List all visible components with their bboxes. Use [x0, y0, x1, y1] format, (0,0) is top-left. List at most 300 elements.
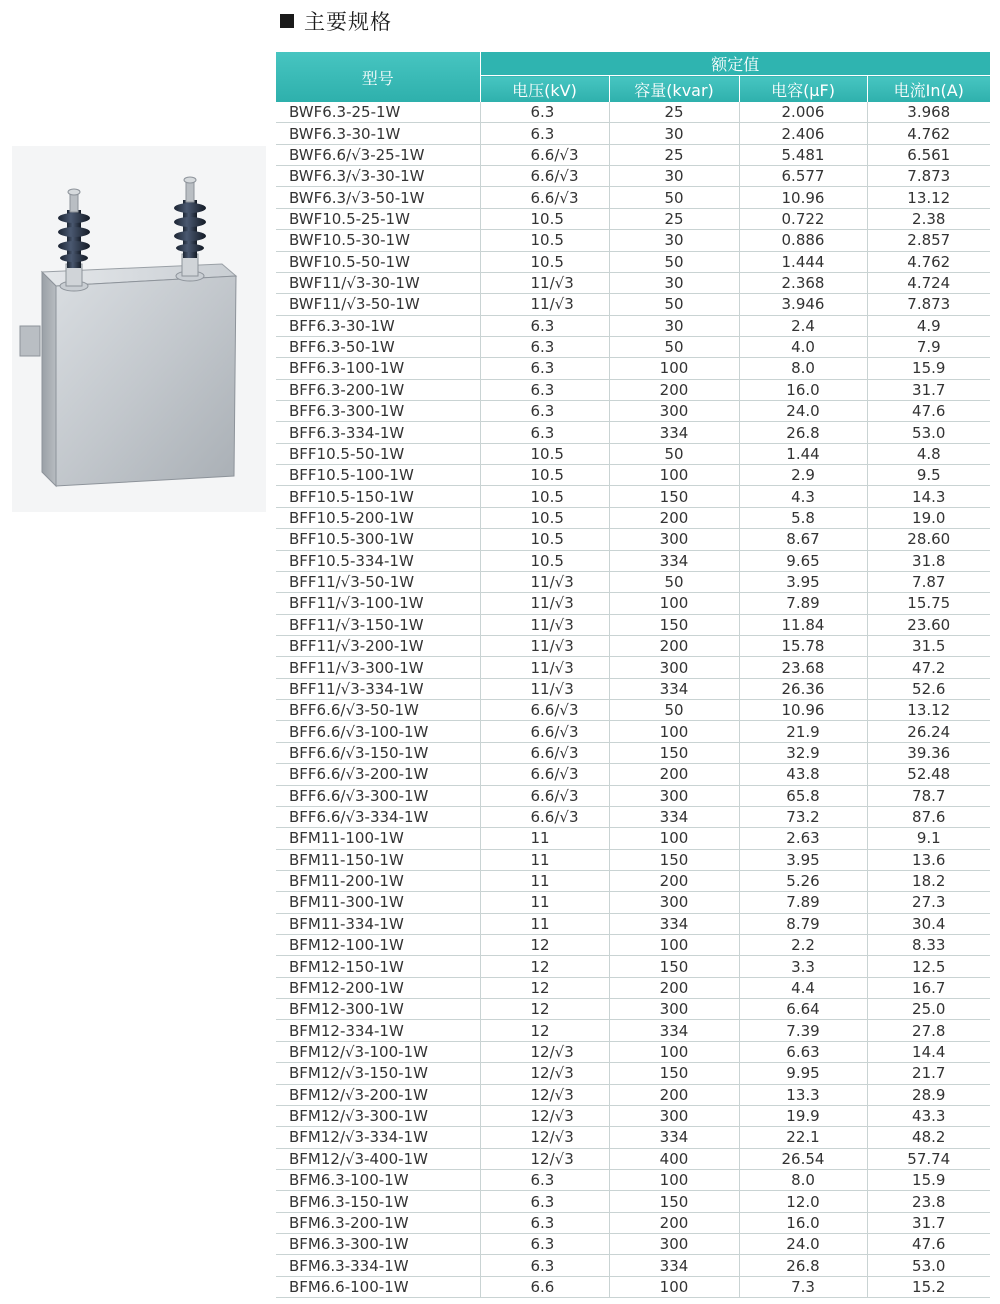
cell-current: 4.762: [867, 123, 990, 144]
cell-voltage: 6.3: [480, 102, 609, 123]
cell-current: 28.60: [867, 529, 990, 550]
cell-current: 53.0: [867, 422, 990, 443]
cell-capacity: 50: [609, 336, 739, 357]
cell-voltage: 12/√3: [480, 1127, 609, 1148]
cell-model: BFM6.3-150-1W: [276, 1191, 480, 1212]
cell-model: BFM6.3-300-1W: [276, 1234, 480, 1255]
cell-voltage: 11: [480, 870, 609, 891]
cell-model: BFF6.3-200-1W: [276, 379, 480, 400]
table-row: [276, 1191, 990, 1212]
cell-capacitance: 11.84: [739, 614, 867, 635]
table-row: [276, 806, 990, 827]
cell-capacitance: 8.0: [739, 1169, 867, 1190]
cell-capacitance: 5.26: [739, 870, 867, 891]
cell-voltage: 11/√3: [480, 635, 609, 656]
cell-voltage: 12/√3: [480, 1041, 609, 1062]
cell-current: 18.2: [867, 870, 990, 891]
cell-capacitance: 4.0: [739, 336, 867, 357]
cell-voltage: 10.5: [480, 251, 609, 272]
cell-capacitance: 2.368: [739, 272, 867, 293]
table-row: [276, 614, 990, 635]
cell-model: BFF6.3-300-1W: [276, 401, 480, 422]
cell-capacitance: 10.96: [739, 187, 867, 208]
cell-capacitance: 73.2: [739, 806, 867, 827]
cell-capacity: 100: [609, 465, 739, 486]
capacitor-illustration: [12, 146, 266, 512]
cell-capacitance: 26.8: [739, 422, 867, 443]
cell-capacitance: 21.9: [739, 721, 867, 742]
cell-capacitance: 2.4: [739, 315, 867, 336]
cell-current: 4.724: [867, 272, 990, 293]
cell-capacitance: 16.0: [739, 1212, 867, 1233]
cell-capacity: 25: [609, 208, 739, 229]
cell-model: BFM12-334-1W: [276, 1020, 480, 1041]
cell-voltage: 6.6/√3: [480, 700, 609, 721]
cell-voltage: 10.5: [480, 443, 609, 464]
table-row: [276, 272, 990, 293]
table-row: [276, 1041, 990, 1062]
table-row: [276, 657, 990, 678]
table-row: [276, 1169, 990, 1190]
cell-capacitance: 7.39: [739, 1020, 867, 1041]
cell-current: 9.1: [867, 828, 990, 849]
cell-capacitance: 9.65: [739, 550, 867, 571]
table-row: [276, 764, 990, 785]
cell-model: BFM12/√3-100-1W: [276, 1041, 480, 1062]
cell-current: 21.7: [867, 1063, 990, 1084]
cell-capacitance: 2.406: [739, 123, 867, 144]
cell-voltage: 12/√3: [480, 1084, 609, 1105]
table-row: [276, 935, 990, 956]
cell-capacity: 300: [609, 1234, 739, 1255]
cell-current: 31.8: [867, 550, 990, 571]
cell-current: 14.3: [867, 486, 990, 507]
table-row: [276, 1148, 990, 1169]
cell-model: BFM12-300-1W: [276, 999, 480, 1020]
table-row: [276, 401, 990, 422]
cell-current: 87.6: [867, 806, 990, 827]
capacitor-product-photo: [12, 146, 266, 512]
cell-capacity: 100: [609, 593, 739, 614]
cell-voltage: 11: [480, 892, 609, 913]
table-row: [276, 358, 990, 379]
cell-capacity: 100: [609, 1041, 739, 1062]
cell-current: 8.33: [867, 935, 990, 956]
cell-voltage: 6.3: [480, 401, 609, 422]
table-row: [276, 443, 990, 464]
cell-model: BWF6.3/√3-50-1W: [276, 187, 480, 208]
table-row: [276, 102, 990, 123]
cell-model: BFM6.3-200-1W: [276, 1212, 480, 1233]
cell-capacitance: 32.9: [739, 742, 867, 763]
cell-voltage: 11/√3: [480, 657, 609, 678]
cell-current: 4.762: [867, 251, 990, 272]
cell-capacity: 300: [609, 999, 739, 1020]
cell-capacitance: 26.54: [739, 1148, 867, 1169]
table-row: [276, 785, 990, 806]
cell-capacitance: 0.722: [739, 208, 867, 229]
table-row: [276, 230, 990, 251]
cell-capacity: 100: [609, 1169, 739, 1190]
cell-model: BFF11/√3-150-1W: [276, 614, 480, 635]
cell-voltage: 10.5: [480, 230, 609, 251]
cell-model: BFM11-200-1W: [276, 870, 480, 891]
cell-capacitance: 1.44: [739, 443, 867, 464]
cell-model: BFF11/√3-50-1W: [276, 571, 480, 592]
cell-model: BFF11/√3-100-1W: [276, 593, 480, 614]
cell-capacitance: 6.63: [739, 1041, 867, 1062]
cell-capacity: 334: [609, 913, 739, 934]
cell-capacity: 150: [609, 849, 739, 870]
cell-current: 31.5: [867, 635, 990, 656]
table-row: [276, 1105, 990, 1126]
cell-capacity: 100: [609, 721, 739, 742]
cell-capacity: 50: [609, 251, 739, 272]
cell-model: BFF6.3-334-1W: [276, 422, 480, 443]
cell-capacitance: 3.946: [739, 294, 867, 315]
cell-voltage: 10.5: [480, 208, 609, 229]
cell-model: BFF6.3-30-1W: [276, 315, 480, 336]
header-voltage: 电压(kV): [480, 76, 609, 103]
cell-model: BWF11/√3-50-1W: [276, 294, 480, 315]
cell-current: 4.9: [867, 315, 990, 336]
cell-capacitance: 2.63: [739, 828, 867, 849]
table-row: [276, 1084, 990, 1105]
cell-capacity: 300: [609, 401, 739, 422]
cell-capacity: 150: [609, 1063, 739, 1084]
table-row: [276, 529, 990, 550]
table-row: [276, 123, 990, 144]
cell-model: BFF10.5-50-1W: [276, 443, 480, 464]
cell-capacity: 50: [609, 700, 739, 721]
header-rated: 额定值: [480, 52, 990, 76]
cell-model: BFF6.6/√3-300-1W: [276, 785, 480, 806]
table-row: [276, 913, 990, 934]
cell-model: BFF6.6/√3-100-1W: [276, 721, 480, 742]
cell-capacitance: 9.95: [739, 1063, 867, 1084]
cell-current: 13.12: [867, 187, 990, 208]
cell-current: 23.8: [867, 1191, 990, 1212]
cell-capacity: 30: [609, 272, 739, 293]
cell-voltage: 10.5: [480, 529, 609, 550]
cell-voltage: 6.3: [480, 379, 609, 400]
cell-capacitance: 10.96: [739, 700, 867, 721]
cell-current: 47.6: [867, 401, 990, 422]
cell-capacitance: 26.8: [739, 1255, 867, 1276]
cell-current: 53.0: [867, 1255, 990, 1276]
cell-voltage: 11/√3: [480, 294, 609, 315]
cell-voltage: 11/√3: [480, 593, 609, 614]
cell-current: 26.24: [867, 721, 990, 742]
table-row: [276, 1276, 990, 1297]
cell-capacity: 150: [609, 486, 739, 507]
cell-model: BFM11-150-1W: [276, 849, 480, 870]
cell-voltage: 10.5: [480, 550, 609, 571]
table-row: [276, 208, 990, 229]
cell-model: BFF6.6/√3-150-1W: [276, 742, 480, 763]
cell-current: 47.6: [867, 1234, 990, 1255]
cell-model: BFF6.6/√3-200-1W: [276, 764, 480, 785]
header-capacitance: 电容(μF): [739, 76, 867, 103]
cell-model: BWF10.5-25-1W: [276, 208, 480, 229]
cell-capacitance: 19.9: [739, 1105, 867, 1126]
table-row: [276, 593, 990, 614]
cell-voltage: 10.5: [480, 465, 609, 486]
cell-current: 7.9: [867, 336, 990, 357]
table-row: [276, 187, 990, 208]
cell-capacity: 30: [609, 166, 739, 187]
cell-current: 78.7: [867, 785, 990, 806]
cell-capacitance: 4.4: [739, 977, 867, 998]
cell-current: 16.7: [867, 977, 990, 998]
header-model: 型号: [276, 52, 480, 102]
cell-model: BFF10.5-100-1W: [276, 465, 480, 486]
table-row: [276, 892, 990, 913]
table-row: [276, 678, 990, 699]
cell-capacity: 200: [609, 1212, 739, 1233]
cell-capacity: 150: [609, 1191, 739, 1212]
cell-current: 31.7: [867, 379, 990, 400]
cell-model: BFF11/√3-200-1W: [276, 635, 480, 656]
cell-voltage: 11: [480, 828, 609, 849]
cell-capacity: 334: [609, 1255, 739, 1276]
cell-capacity: 200: [609, 870, 739, 891]
cell-capacitance: 24.0: [739, 1234, 867, 1255]
cell-capacity: 150: [609, 614, 739, 635]
cell-voltage: 6.6/√3: [480, 144, 609, 165]
table-row: [276, 336, 990, 357]
cell-capacity: 50: [609, 443, 739, 464]
cell-model: BFM11-334-1W: [276, 913, 480, 934]
cell-voltage: 6.3: [480, 1255, 609, 1276]
cell-voltage: 6.6/√3: [480, 721, 609, 742]
cell-model: BFF11/√3-334-1W: [276, 678, 480, 699]
table-row: [276, 507, 990, 528]
cell-capacity: 334: [609, 806, 739, 827]
cell-capacity: 300: [609, 892, 739, 913]
table-row: [276, 999, 990, 1020]
cell-capacity: 30: [609, 230, 739, 251]
section-heading: [280, 6, 392, 36]
cell-model: BFM6.3-100-1W: [276, 1169, 480, 1190]
cell-capacity: 300: [609, 529, 739, 550]
table-row: [276, 742, 990, 763]
cell-capacity: 200: [609, 635, 739, 656]
cell-capacitance: 5.8: [739, 507, 867, 528]
table-row: [276, 294, 990, 315]
cell-capacity: 50: [609, 294, 739, 315]
table-row: [276, 1063, 990, 1084]
cell-model: BFM12-200-1W: [276, 977, 480, 998]
cell-current: 25.0: [867, 999, 990, 1020]
cell-current: 15.75: [867, 593, 990, 614]
cell-current: 27.8: [867, 1020, 990, 1041]
cell-capacitance: 6.577: [739, 166, 867, 187]
cell-capacity: 200: [609, 379, 739, 400]
cell-voltage: 12: [480, 1020, 609, 1041]
cell-voltage: 6.3: [480, 1169, 609, 1190]
cell-voltage: 11: [480, 849, 609, 870]
spec-table-body: [276, 102, 990, 1298]
cell-current: 39.36: [867, 742, 990, 763]
cell-current: 6.561: [867, 144, 990, 165]
cell-current: 7.873: [867, 294, 990, 315]
cell-capacitance: 12.0: [739, 1191, 867, 1212]
cell-capacitance: 0.886: [739, 230, 867, 251]
cell-model: BFM12-150-1W: [276, 956, 480, 977]
cell-current: 57.74: [867, 1148, 990, 1169]
cell-model: BFF6.3-100-1W: [276, 358, 480, 379]
cell-current: 3.968: [867, 102, 990, 123]
cell-current: 48.2: [867, 1127, 990, 1148]
cell-capacitance: 2.006: [739, 102, 867, 123]
cell-capacitance: 6.64: [739, 999, 867, 1020]
cell-voltage: 6.3: [480, 358, 609, 379]
cell-capacity: 50: [609, 187, 739, 208]
cell-capacitance: 3.3: [739, 956, 867, 977]
cell-model: BWF6.3-25-1W: [276, 102, 480, 123]
cell-model: BWF6.6/√3-25-1W: [276, 144, 480, 165]
cell-voltage: 11/√3: [480, 678, 609, 699]
cell-capacitance: 7.3: [739, 1276, 867, 1297]
cell-model: BFF10.5-334-1W: [276, 550, 480, 571]
cell-capacity: 334: [609, 422, 739, 443]
cell-voltage: 6.3: [480, 422, 609, 443]
cell-capacity: 30: [609, 123, 739, 144]
cell-capacity: 30: [609, 315, 739, 336]
table-row: [276, 144, 990, 165]
cell-capacitance: 23.68: [739, 657, 867, 678]
cell-capacity: 100: [609, 828, 739, 849]
cell-capacitance: 7.89: [739, 892, 867, 913]
cell-current: 2.38: [867, 208, 990, 229]
table-row: [276, 1212, 990, 1233]
cell-voltage: 10.5: [480, 486, 609, 507]
cell-current: 7.873: [867, 166, 990, 187]
cell-voltage: 11/√3: [480, 571, 609, 592]
cell-capacitance: 2.2: [739, 935, 867, 956]
cell-current: 19.0: [867, 507, 990, 528]
cell-voltage: 6.6/√3: [480, 166, 609, 187]
cell-voltage: 11/√3: [480, 614, 609, 635]
cell-capacity: 200: [609, 1084, 739, 1105]
section-title: 主要规格: [304, 10, 392, 34]
table-row: [276, 1255, 990, 1276]
cell-model: BWF6.3-30-1W: [276, 123, 480, 144]
cell-current: 13.12: [867, 700, 990, 721]
cell-capacitance: 4.3: [739, 486, 867, 507]
cell-capacity: 150: [609, 742, 739, 763]
cell-voltage: 11/√3: [480, 272, 609, 293]
cell-capacity: 100: [609, 935, 739, 956]
cell-model: BFM12-100-1W: [276, 935, 480, 956]
cell-capacitance: 16.0: [739, 379, 867, 400]
table-row: [276, 422, 990, 443]
cell-capacity: 334: [609, 550, 739, 571]
cell-capacitance: 3.95: [739, 571, 867, 592]
table-row: [276, 977, 990, 998]
cell-current: 28.9: [867, 1084, 990, 1105]
cell-model: BFM11-100-1W: [276, 828, 480, 849]
cell-model: BWF6.3/√3-30-1W: [276, 166, 480, 187]
cell-model: BWF11/√3-30-1W: [276, 272, 480, 293]
header-capacity: 容量(kvar): [609, 76, 739, 103]
cell-voltage: 6.6: [480, 1276, 609, 1297]
cell-current: 31.7: [867, 1212, 990, 1233]
table-row: [276, 1020, 990, 1041]
cell-voltage: 12: [480, 977, 609, 998]
cell-capacitance: 26.36: [739, 678, 867, 699]
table-row: [276, 870, 990, 891]
cell-capacitance: 7.89: [739, 593, 867, 614]
cell-capacitance: 65.8: [739, 785, 867, 806]
cell-voltage: 10.5: [480, 507, 609, 528]
cell-current: 47.2: [867, 657, 990, 678]
table-row: [276, 1127, 990, 1148]
cell-capacity: 300: [609, 785, 739, 806]
cell-capacity: 200: [609, 764, 739, 785]
cell-model: BFM12/√3-334-1W: [276, 1127, 480, 1148]
table-row: [276, 379, 990, 400]
cell-model: BFM6.3-334-1W: [276, 1255, 480, 1276]
cell-model: BFF11/√3-300-1W: [276, 657, 480, 678]
cell-model: BFM12/√3-300-1W: [276, 1105, 480, 1126]
cell-current: 23.60: [867, 614, 990, 635]
cell-current: 13.6: [867, 849, 990, 870]
cell-model: BFM11-300-1W: [276, 892, 480, 913]
table-row: [276, 828, 990, 849]
cell-voltage: 12/√3: [480, 1063, 609, 1084]
cell-capacity: 25: [609, 144, 739, 165]
cell-model: BWF10.5-30-1W: [276, 230, 480, 251]
table-row: [276, 849, 990, 870]
cell-capacitance: 8.0: [739, 358, 867, 379]
cell-capacitance: 1.444: [739, 251, 867, 272]
cell-capacity: 150: [609, 956, 739, 977]
cell-voltage: 6.3: [480, 1212, 609, 1233]
cell-capacitance: 24.0: [739, 401, 867, 422]
cell-capacity: 25: [609, 102, 739, 123]
table-row: [276, 251, 990, 272]
table-row: [276, 721, 990, 742]
cell-voltage: 12/√3: [480, 1105, 609, 1126]
cell-voltage: 6.6/√3: [480, 806, 609, 827]
cell-model: BWF10.5-50-1W: [276, 251, 480, 272]
cell-capacity: 300: [609, 657, 739, 678]
table-row: [276, 635, 990, 656]
cell-capacity: 100: [609, 1276, 739, 1297]
cell-capacitance: 43.8: [739, 764, 867, 785]
table-row: [276, 486, 990, 507]
cell-capacity: 50: [609, 571, 739, 592]
cell-capacity: 334: [609, 678, 739, 699]
cell-current: 12.5: [867, 956, 990, 977]
cell-current: 15.9: [867, 358, 990, 379]
table-row: [276, 700, 990, 721]
cell-model: BFF10.5-300-1W: [276, 529, 480, 550]
table-row: [276, 1234, 990, 1255]
cell-voltage: 6.6/√3: [480, 785, 609, 806]
table-row: [276, 571, 990, 592]
cell-current: 2.857: [867, 230, 990, 251]
cell-current: 4.8: [867, 443, 990, 464]
cell-capacitance: 22.1: [739, 1127, 867, 1148]
cell-voltage: 12/√3: [480, 1148, 609, 1169]
cell-voltage: 6.3: [480, 123, 609, 144]
cell-voltage: 12: [480, 999, 609, 1020]
cell-current: 27.3: [867, 892, 990, 913]
cell-capacitance: 5.481: [739, 144, 867, 165]
